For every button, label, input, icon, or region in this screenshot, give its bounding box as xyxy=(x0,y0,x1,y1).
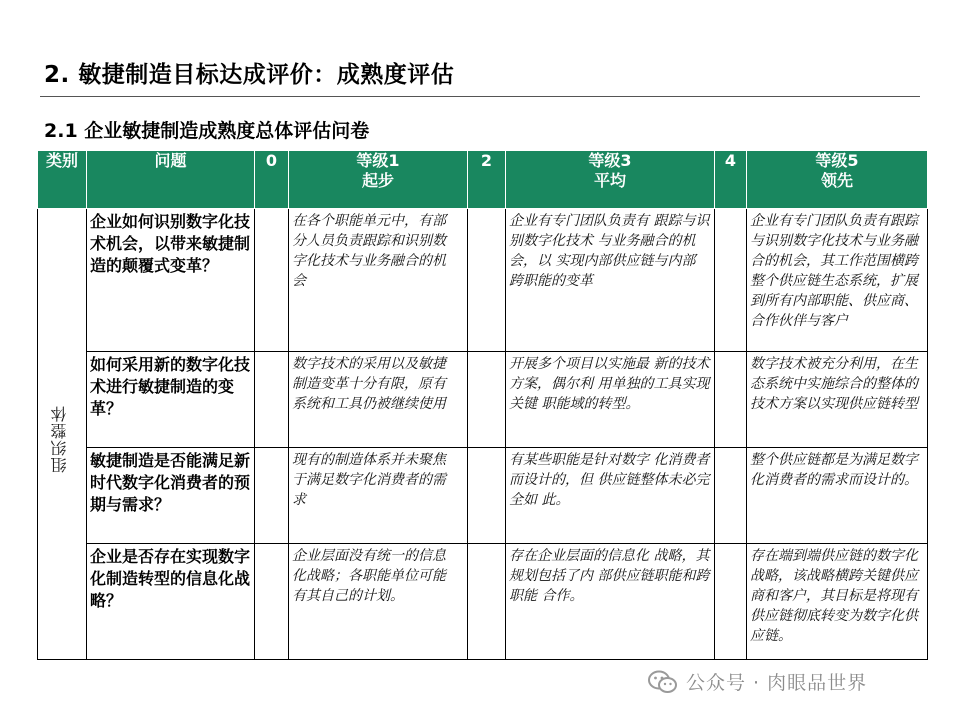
level3-description: 开展多个项目以实施最 新的技术方案，偶尔利 用单独的工具实现关键 职能域的转型。 xyxy=(506,352,715,448)
question-cell: 企业如何识别数字化技术机会，以带来敏捷制造的颠覆式变革？ xyxy=(87,209,255,352)
question-cell: 敏捷制造是否能满足新时代数字化消费者的预期与需求？ xyxy=(87,448,255,544)
header-level0: 0 xyxy=(255,151,289,209)
header-level2: 2 xyxy=(468,151,506,209)
header-level5 xyxy=(747,151,928,209)
section-title: 2.1 企业敏捷制造成熟度总体评估问卷 xyxy=(44,120,370,142)
level3-description: 有某些职能是针对数字 化消费者而设计的，但 供应链整体未必完全如 此。 xyxy=(506,448,715,544)
level1-description: 在各个职能单元中，有部 分人员负责跟踪和识别数 字化技术与业务融合的机 会 xyxy=(289,209,468,352)
level0-cell xyxy=(255,352,289,448)
header-level3-label: 等级3 xyxy=(588,151,632,170)
header-question: 问题 xyxy=(87,151,255,209)
level4-cell xyxy=(715,448,747,544)
level2-cell xyxy=(468,448,506,544)
question-cell: 企业是否存在实现数字化制造转型的信息化战略？ xyxy=(87,544,255,660)
level0-cell xyxy=(255,209,289,352)
table-row xyxy=(38,209,928,352)
level1-description: 企业层面没有统一的信息 化战略；各职能单位可能 有其自己的计划。 xyxy=(289,544,468,660)
wechat-icon xyxy=(648,670,678,694)
watermark-text: 公众号 · 肉眼品世界 xyxy=(686,672,868,694)
header-level1-label: 等级1 xyxy=(356,151,400,170)
header-level1 xyxy=(289,151,468,209)
header-level3-name: 平均 xyxy=(593,171,626,190)
level3-description: 存在企业层面的信息化 战略，其规划包括了内 部供应链职能和跨职能 合作。 xyxy=(506,544,715,660)
page-title: 2. 敏捷制造目标达成评价：成熟度评估 xyxy=(44,62,455,88)
table-row xyxy=(38,544,928,660)
category-cell xyxy=(38,209,87,660)
level5-description: 数字技术被充分利用，在生 态系统中实施综合的整体的 技术方案以实现供应链转型 xyxy=(747,352,928,448)
maturity-questionnaire-table xyxy=(37,150,928,660)
question-cell: 如何采用新的数字化技术进行敏捷制造的变革？ xyxy=(87,352,255,448)
header-level4: 4 xyxy=(715,151,747,209)
level4-cell xyxy=(715,352,747,448)
category-label: 组织整体 xyxy=(50,405,69,473)
level2-cell xyxy=(468,544,506,660)
header-level3 xyxy=(506,151,715,209)
level0-cell xyxy=(255,544,289,660)
level4-cell xyxy=(715,544,747,660)
header-level1-name: 起步 xyxy=(361,171,394,190)
header-level5-label: 等级5 xyxy=(815,151,859,170)
level5-description: 存在端到端供应链的数字化 战略，该战略横跨关键供应 商和客户，其目标是将现有 供应链彻底转变为数字化供 应链。 xyxy=(747,544,928,660)
table-row xyxy=(38,352,928,448)
level0-cell xyxy=(255,448,289,544)
table-header-row xyxy=(38,151,928,209)
level2-cell xyxy=(468,209,506,352)
level4-cell xyxy=(715,209,747,352)
level5-description: 企业有专门团队负责有跟踪 与识别数字化技术与业务融 合的机会，其工作范围横跨 整个供应链生态系统，扩展 到所有内部职能、供应商、 合作伙伴与客户 xyxy=(747,209,928,352)
watermark xyxy=(648,668,867,695)
level1-description: 数字技术的采用以及敏捷 制造变革十分有限，原有 系统和工具仍被继续使用 xyxy=(289,352,468,448)
level5-description: 整个供应链都是为满足数字 化消费者的需求而设计的。 xyxy=(747,448,928,544)
header-category: 类别 xyxy=(38,151,87,209)
level1-description: 现有的制造体系并未聚焦 于满足数字化消费者的需 求 xyxy=(289,448,468,544)
level2-cell xyxy=(468,352,506,448)
title-divider xyxy=(40,96,920,97)
header-level5-name: 领先 xyxy=(820,171,853,190)
table-row xyxy=(38,448,928,544)
level3-description: 企业有专门团队负责有 跟踪与识别数字化技术 与业务融合的机会，以 实现内部供应链与内部 跨职能的变革 xyxy=(506,209,715,352)
